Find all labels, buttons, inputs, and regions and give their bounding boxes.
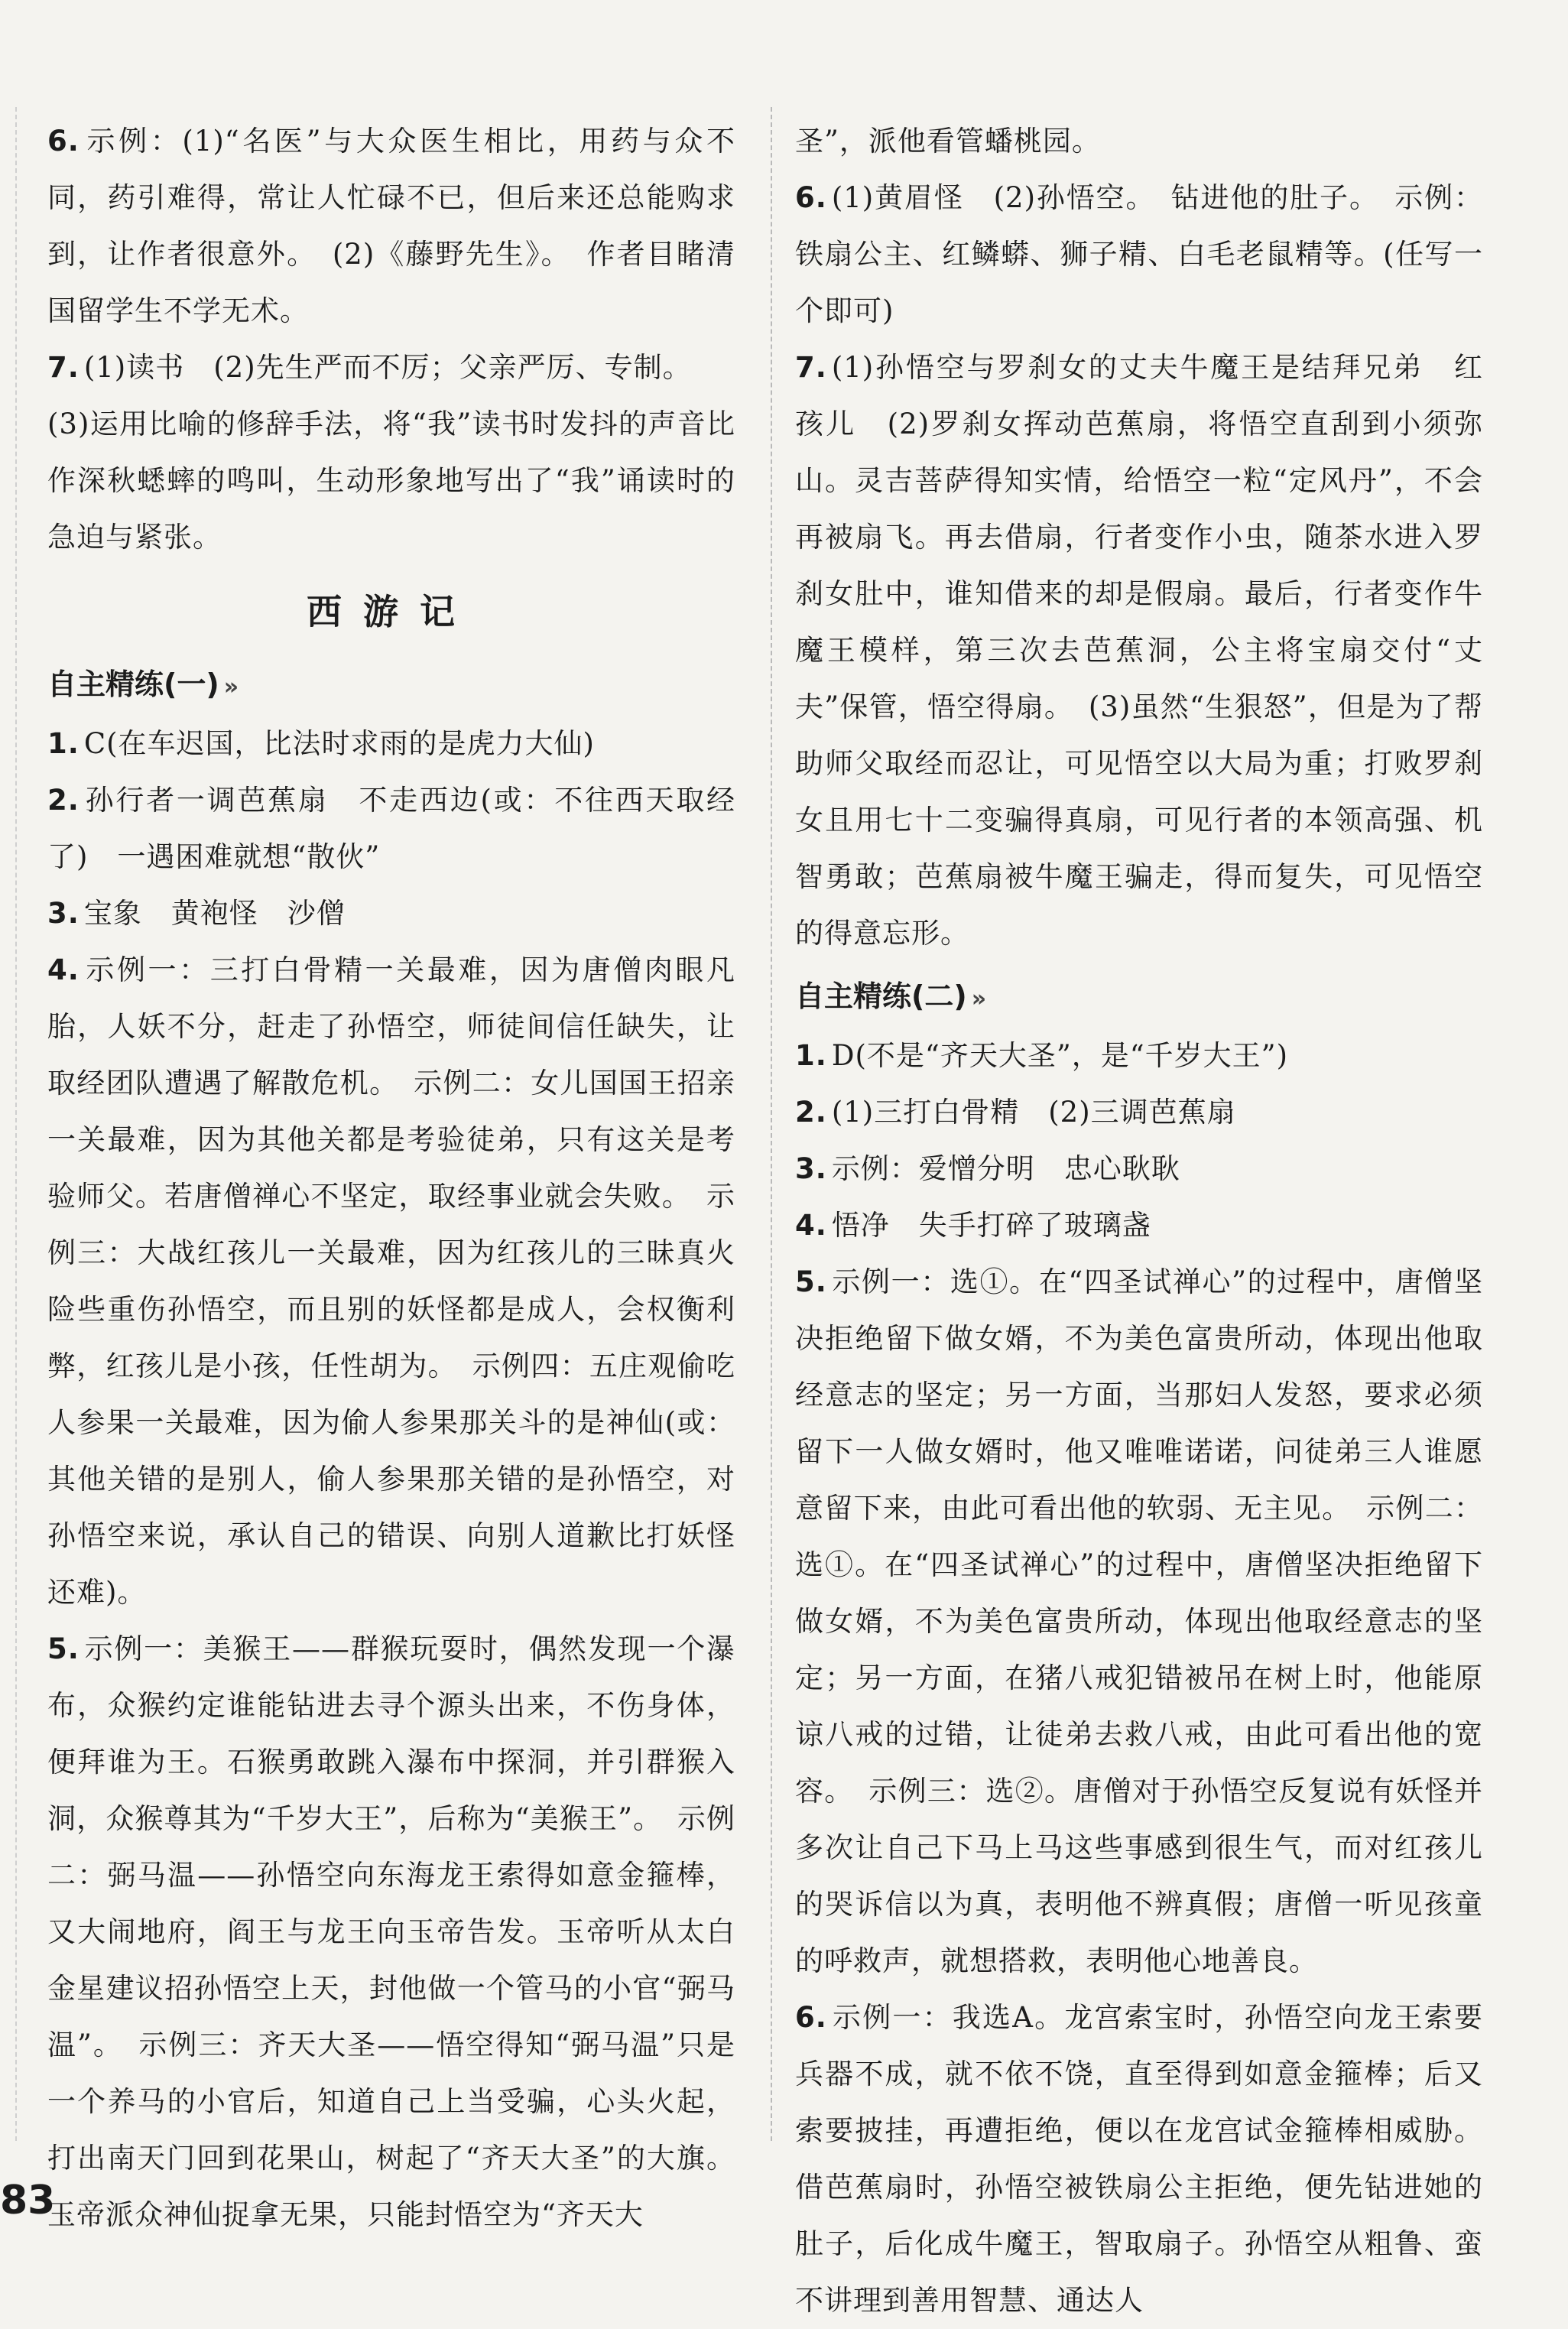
answer-number: 7. xyxy=(47,351,80,384)
prev-answers xyxy=(47,113,735,566)
answer-item xyxy=(795,339,1483,962)
double-chevron-icon: » xyxy=(971,986,987,1012)
answer-item xyxy=(795,113,1483,170)
answer-number: 6. xyxy=(795,2001,827,2034)
answer-text: 示例一：选①。在“四圣试禅心”的过程中，唐僧坚决拒绝留下做女婿，不为美色富贵所动，体现出他取经意志的坚定；另一方面，当那妇人发怒，要求必须留下一人做女婿时，他又唯唯诺诺，问徒弟三人谁愿意留下来，由此可看出他的软弱、无主见。 示例二：选①。在“四圣试禅心”的过程中，唐僧坚决拒绝留下做女婿，不为美色富贵所动，体现出他取经意志的坚定；另一方面，在猪八戒犯错被吊在树上时，他能原谅八戒的过错，让徒弟去救八戒，由此可看出他的宽容。 示例三：选②。唐僧对于孙悟空反复说有妖怪并多次让自己下马上马这些事感到很生气，而对红孩儿的哭诉信以为真，表明他不辨真假；唐僧一听见孩童的呼救声，就想搭救，表明他心地善良。 xyxy=(795,1265,1483,1977)
answer-number: 5. xyxy=(795,1265,827,1298)
answer-number: 4. xyxy=(795,1209,827,1242)
answer-item xyxy=(47,113,735,339)
answer-text: 示例：(1)“名医”与大众医生相比，用药与众不同，药引难得，常让人忙碌不已，但后来还总能购求到，让作者很意外。 (2)《藤野先生》。 作者目睹清国留学生不学无术。 xyxy=(47,125,735,327)
exercise-heading-label: 自主精练(二) xyxy=(795,979,967,1013)
answer-number: 3. xyxy=(47,897,80,930)
answer-text: (1)读书 (2)先生严而不厉；父亲严厉、专制。 xyxy=(83,351,692,384)
answer-text: 示例一：我选A。龙宫索宝时，孙悟空向龙王索要兵器不成，就不依不饶，直至得到如意金箍棒；后又索要披挂，再遭拒绝，便以在龙宫试金箍棒相威胁。借芭蕉扇时，孙悟空被铁扇公主拒绝，便先钻进她的肚子，后化成牛魔王，智取扇子。孙悟空从粗鲁、蛮不讲理到善用智慧、通达人 xyxy=(795,2001,1483,2317)
exercise-2-answers xyxy=(795,1028,1483,2329)
answer-number: 2. xyxy=(795,1096,827,1129)
right-column xyxy=(795,113,1483,2329)
answer-text: C(在车迟国，比法时求雨的是虎力大仙) xyxy=(83,727,595,760)
answer-item xyxy=(795,1028,1483,1084)
answer-number: 2. xyxy=(47,784,80,817)
answer-item xyxy=(47,339,735,396)
answer-number: 1. xyxy=(47,727,80,760)
answer-item xyxy=(795,1084,1483,1141)
answer-text: (1)孙悟空与罗刹女的丈夫牛魔王是结拜兄弟 红孩儿 (2)罗刹女挥动芭蕉扇，将悟空直刮到小须弥山。灵吉菩萨得知实情，给悟空一粒“定风丹”，不会再被扇飞。再去借扇，行者变作小虫，随茶水进入罗刹女肚中，谁知借来的却是假扇。最后，行者变作牛魔王模样，第三次去芭蕉洞，公主将宝扇交付“丈夫”保管，悟空得扇。 (3)虽然“生狠怒”，但是为了帮助师父取经而忍让，可见悟空以大局为重；打败罗刹女且用七十二变骗得真扇，可见行者的本领高强、机智勇敢；芭蕉扇被牛魔王骗走，得而复失，可见悟空的得意忘形。 xyxy=(795,351,1483,950)
answer-item xyxy=(795,1254,1483,1990)
answer-text: 宝象 黄袍怪 沙僧 xyxy=(83,897,346,930)
answer-number: 6. xyxy=(47,125,80,158)
answer-text: D(不是“齐天大圣”，是“千岁大王”) xyxy=(831,1039,1289,1072)
column-divider xyxy=(771,107,772,2141)
answer-number: 1. xyxy=(795,1039,827,1072)
answer-item xyxy=(795,1141,1483,1197)
answer-text: (1)黄眉怪 (2)孙悟空。 钻进他的肚子。 示例：铁扇公主、红鳞蟒、狮子精、白毛老鼠精等。(任写一个即可) xyxy=(795,181,1483,327)
answer-item xyxy=(795,1990,1483,2329)
answer-text: 示例一：三打白骨精一关最难，因为唐僧肉眼凡胎，人妖不分，赶走了孙悟空，师徒间信任缺失，让取经团队遭遇了解散危机。 示例二：女儿国国王招亲一关最难，因为其他关都是考验徒弟，只有这关是考验师父。若唐僧禅心不坚定，取经事业就会失败。 示例三：大战红孩儿一关最难，因为红孩儿的三昧真火险些重伤孙悟空，而且别的妖怪都是成人，会权衡利弊，红孩儿是小孩，任性胡为。 示例四：五庄观偷吃人参果一关最难，因为偷人参果那关斗的是神仙(或：其他关错的是别人，偷人参果那关错的是孙悟空，对孙悟空来说，承认自己的错误、向别人道歉比打妖怪还难)。 xyxy=(47,953,735,1609)
left-column xyxy=(47,113,735,2243)
exercise-1-answers xyxy=(47,716,735,2243)
left-margin-line xyxy=(15,107,17,2141)
answer-item xyxy=(795,170,1483,339)
answer-item xyxy=(47,942,735,1621)
answer-item xyxy=(47,885,735,942)
exercise-heading-label: 自主精练(一) xyxy=(47,668,219,701)
answer-number: 6. xyxy=(795,181,827,214)
answer-text: (3)运用比喻的修辞手法，将“我”读书时发抖的声音比作深秋蟋蟀的鸣叫，生动形象地写出了“我”诵读时的急迫与紧张。 xyxy=(47,408,735,554)
answer-number: 7. xyxy=(795,351,827,384)
answer-number: 3. xyxy=(795,1152,827,1185)
answer-text: 示例：爱憎分明 忠心耿耿 xyxy=(831,1152,1180,1185)
section-title: 西游记 xyxy=(307,591,476,632)
exercise-heading-1 xyxy=(47,656,735,716)
answer-text: 悟净 失手打碎了玻璃盏 xyxy=(831,1209,1151,1242)
continued-answers xyxy=(795,113,1483,962)
answer-item xyxy=(795,1197,1483,1254)
answer-number: 5. xyxy=(47,1632,80,1665)
answer-text: 圣”，派他看管蟠桃园。 xyxy=(795,125,1101,158)
answer-item xyxy=(47,396,735,566)
answer-number: 4. xyxy=(47,953,80,986)
page-number: 83 xyxy=(0,2178,56,2223)
exercise-heading-2 xyxy=(795,968,1483,1028)
answer-text: 示例一：美猴王——群猴玩耍时，偶然发现一个瀑布，众猴约定谁能钻进去寻个源头出来，不伤身体，便拜谁为王。石猴勇敢跳入瀑布中探洞，并引群猴入洞，众猴尊其为“千岁大王”，后称为“美猴王”。 示例二：弼马温——孙悟空向东海龙王索得如意金箍棒，又大闹地府，阎王与龙王向玉帝告发。玉帝听从太白金星建议招孙悟空上天，封他做一个管马的小官“弼马温”。 示例三：齐天大圣——悟空得知“弼马温”只是一个养马的小官后，知道自己上当受骗，心头火起，打出南天门回到花果山，树起了“齐天大圣”的大旗。玉帝派众神仙捉拿无果，只能封悟空为“齐天大 xyxy=(47,1632,735,2231)
answer-text: (1)三打白骨精 (2)三调芭蕉扇 xyxy=(831,1096,1236,1129)
answer-item xyxy=(47,1621,735,2243)
answer-item xyxy=(47,716,735,772)
double-chevron-icon: » xyxy=(223,674,239,700)
answer-text: 孙行者一调芭蕉扇 不走西边(或：不往西天取经了) 一遇困难就想“散伙” xyxy=(47,784,735,873)
answer-item xyxy=(47,772,735,885)
